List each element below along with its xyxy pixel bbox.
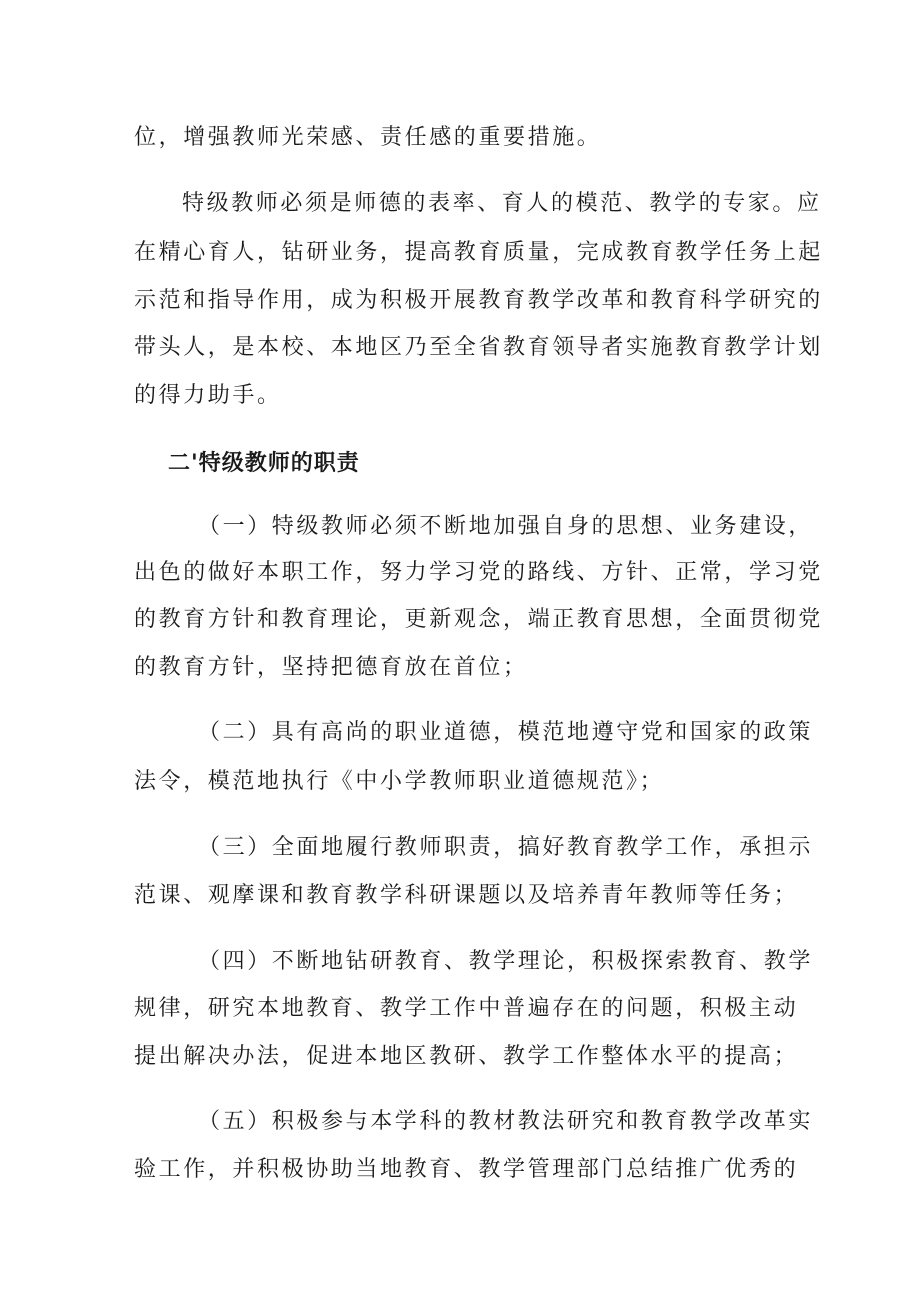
text-line: 范课、观摩课和教育教学科研课题以及培养青年教师等任务； bbox=[134, 883, 799, 908]
list-item-first-line: （一）特级教师必须不断地加强自身的思想、业务建设， bbox=[198, 514, 814, 539]
text-line: 在精心育人，钻研业务，提高教育质量，完成教育教学任务上起 bbox=[134, 240, 823, 265]
text-line: 验工作，并积极协助当地教育、教学管理部门总结推广优秀的 bbox=[134, 1157, 799, 1182]
text-line: 的得力助手。 bbox=[134, 383, 282, 408]
list-item-first-line: （四）不断地钻研教育、教学理论，积极探索教育、教学 bbox=[198, 949, 814, 974]
text-line: 位，增强教师光荣感、责任感的重要措施。 bbox=[134, 125, 602, 150]
text-line: 示范和指导作用，成为积极开展教育教学改革和教育科学研究的 bbox=[134, 288, 823, 313]
paragraph-first-line: 特级教师必须是师德的表率、育人的模范、教学的专家。应 bbox=[182, 191, 822, 216]
list-item-first-line: （五）积极参与本学科的教材教法研究和教育教学改革实 bbox=[198, 1109, 814, 1134]
text-line: 法令，模范地执行《中小学教师职业道德规范》； bbox=[134, 769, 665, 794]
list-item-first-line: （三）全面地履行教师职责，搞好教育教学工作，承担示 bbox=[198, 835, 814, 860]
text-line: 的教育方针，坚持把德育放在首位； bbox=[134, 655, 528, 680]
text-line: 的教育方针和教育理论，更新观念，端正教育思想，全面贯彻党 bbox=[134, 607, 823, 632]
list-item-first-line: （二）具有高尚的职业道德，模范地遵守党和国家的政策 bbox=[198, 720, 814, 745]
text-line: 出色的做好本职工作，努力学习党的路线、方针、正常，学习党 bbox=[134, 560, 823, 585]
section-heading: 二'特级教师的职责 bbox=[168, 451, 360, 476]
text-line: 带头人，是本校、本地区乃至全省教育领导者实施教育教学计划 bbox=[134, 335, 823, 360]
text-line: 提出解决办法，促进本地区教研、教学工作整体水平的提高； bbox=[134, 1044, 799, 1069]
text-line: 规律，研究本地教育、教学工作中普遍存在的问题，积极主动 bbox=[134, 996, 799, 1021]
